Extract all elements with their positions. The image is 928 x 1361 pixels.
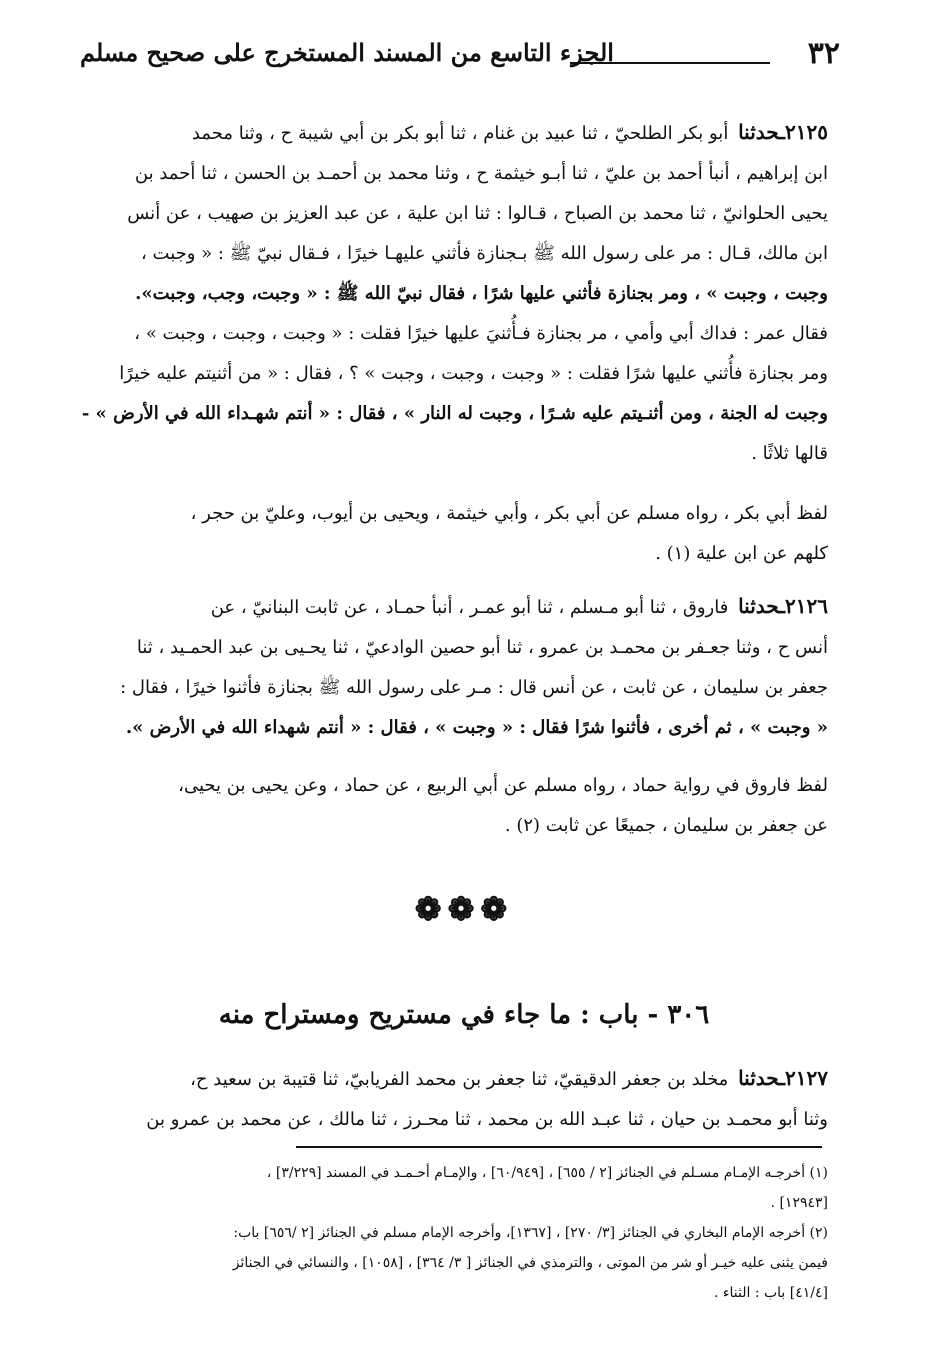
page-number: ٣٢ bbox=[807, 36, 840, 71]
hadith-2127 bbox=[80, 1058, 828, 1140]
hadith-keyword: ـحدثنا bbox=[738, 1066, 786, 1090]
hadith-line bbox=[80, 586, 828, 628]
hadith-2126 bbox=[80, 586, 828, 748]
hadith-text: فاروق ، ثنا أبو مـسلم ، ثنا أبو عمـر ، أنبأ حمـاد ، عن ثابت البنانيّ ، عن bbox=[210, 597, 729, 618]
hadith-number: ٢١٢٧ bbox=[785, 1066, 828, 1090]
hadith-line: ابن إبراهيم ، أنبأ أحمد بن عليّ ، ثنا أبـو خيثمة ح ، وثنا محمد بن أحمـد بن الحسن ، ثنا أحمد بن bbox=[134, 163, 828, 184]
section-separator: ❁❁❁ bbox=[414, 890, 514, 928]
hadith-line: وجبت ، وجبت » ، ومر بجنازة فأثني عليها شرًا ، فقال نبيّ الله ﷺ : « وجبت، وجب، وجبت». bbox=[135, 283, 828, 304]
hadith-line: ومر بجنازة فأُثني عليها شرًا فقلت : « وجبت ، وجبت ، وجبت » ؟ ، فقال : « من أثنيتم عليه خيرًا bbox=[119, 363, 828, 384]
footnotes bbox=[80, 1158, 828, 1308]
hadith-keyword: ـحدثنا bbox=[738, 594, 786, 618]
hadith-line bbox=[80, 1058, 828, 1100]
hadith-line: وثنا أبو محمـد بن حيان ، ثنا عبـد الله بن محمد ، ثنا محـرز ، ثنا مالك ، عن محمد بن عمرو بن bbox=[146, 1109, 828, 1130]
page-header bbox=[80, 32, 840, 80]
footnote-line: (٢) أخرجه الإمام البخاري في الجنائز [٣/ ٢٧٠] ، [١٣٦٧]، وأخرجه الإمام مسلم في الجنائز [٢ /٦٥٦] باب: bbox=[233, 1225, 828, 1241]
hadith-line: « وجبت » ، ثم أخرى ، فأثنوا شرًا فقال : « وجبت » ، فقال : « أنتم شهداء الله في الأرض ». bbox=[125, 717, 828, 738]
hadith-line bbox=[80, 112, 828, 154]
hadith-line: أنس ح ، وثنا جعـفر بن محمـد بن عمرو ، ثنا أبو حصين الوادعيّ ، ثنا يحـيى بن عبد الحمـيد ، ثنا bbox=[136, 637, 828, 658]
summary-line: كلهم عن ابن علية (١) . bbox=[655, 543, 828, 564]
hadith-2125 bbox=[80, 112, 828, 474]
footnote-line: [٤١/٤] باب : الثناء . bbox=[714, 1285, 828, 1301]
hadith-line: فقال عمر : فداك أبي وأمي ، مر بجنازة فـأُثنيَ عليها خيرًا فقلت : « وجبت ، وجبت ، وجبت » ، bbox=[134, 323, 828, 344]
hadith-line: يحيى الحلوانيّ ، ثنا محمد بن الصباح ، قـالوا : ثنا ابن علية ، عن عبد العزيز بن صهيب ، عن أنس bbox=[127, 203, 828, 224]
footnote-line: [١٢٩٤٣] . bbox=[770, 1195, 828, 1211]
hadith-line: جعفر بن سليمان ، عن ثابت ، عن أنس قال : مـر على رسول الله ﷺ بجنازة فأثنوا خيرًا ، فقال : bbox=[120, 677, 828, 698]
chapter-heading: ٣٠٦ - باب : ما جاء في مستريح ومستراح منه bbox=[218, 1000, 710, 1030]
summary-line: لفظ فاروق في رواية حماد ، رواه مسلم عن أبي الربيع ، عن حماد ، وعن يحيى بن يحيى، bbox=[178, 775, 828, 796]
summary-line: لفظ أبي بكر ، رواه مسلم عن أبي بكر ، وأبي خيثمة ، ويحيى بن أيوب، وعليّ بن حجر ، bbox=[190, 503, 828, 524]
hadith-keyword: ـحدثنا bbox=[738, 120, 786, 144]
hadith-line: وجبت له الجنة ، ومن أثنـيتم عليه شـرًا ، وجبت له النار » ، فقال : « أنتم شهـداء الله في الأرض » - bbox=[81, 403, 828, 424]
hadith-line: قالها ثلاثًا . bbox=[751, 443, 828, 464]
hadith-line: ابن مالك، قـال : مر على رسول الله ﷺ بـجنازة فأثني عليهـا خيرًا ، فـقال نبيّ ﷺ : « وجبت ، bbox=[140, 243, 828, 264]
hadith-number: ٢١٢٦ bbox=[785, 594, 828, 618]
footnote-rule bbox=[296, 1146, 822, 1148]
summary-line: عن جعفر بن سليمان ، جميعًا عن ثابت (٢) . bbox=[504, 815, 828, 836]
footnote-line: فيمن يثنى عليه خيـر أو شر من الموتى ، والترمذي في الجنائز [ ٣/ ٣٦٤] ، [١٠٥٨] ، والنسائي في الجنائز bbox=[232, 1255, 828, 1271]
hadith-text: أبو بكر الطلحيّ ، ثنا عبيد بن غنام ، ثنا أبو بكر بن أبي شيبة ح ، وثنا محمد bbox=[191, 123, 729, 144]
hadith-2126-summary bbox=[80, 766, 828, 846]
book-title: الجزء التاسع من المسند المستخرج على صحيح مسلم bbox=[80, 38, 614, 67]
hadith-number: ٢١٢٥ bbox=[785, 120, 828, 144]
hadith-text: مخلد بن جعفر الدقيقيّ، ثنا جعفر بن محمد الفريابيّ، ثنا قتيبة بن سعيد ح، bbox=[190, 1069, 729, 1090]
hadith-2125-summary bbox=[80, 494, 828, 574]
footnote-line: (١) أخرجـه الإمـام مسـلم في الجنائز [٢ / ٦٥٥] ، [٦٠/٩٤٩] ، والإمـام أحـمـد في المسند [٣/٢٢٩] ، bbox=[266, 1165, 828, 1181]
